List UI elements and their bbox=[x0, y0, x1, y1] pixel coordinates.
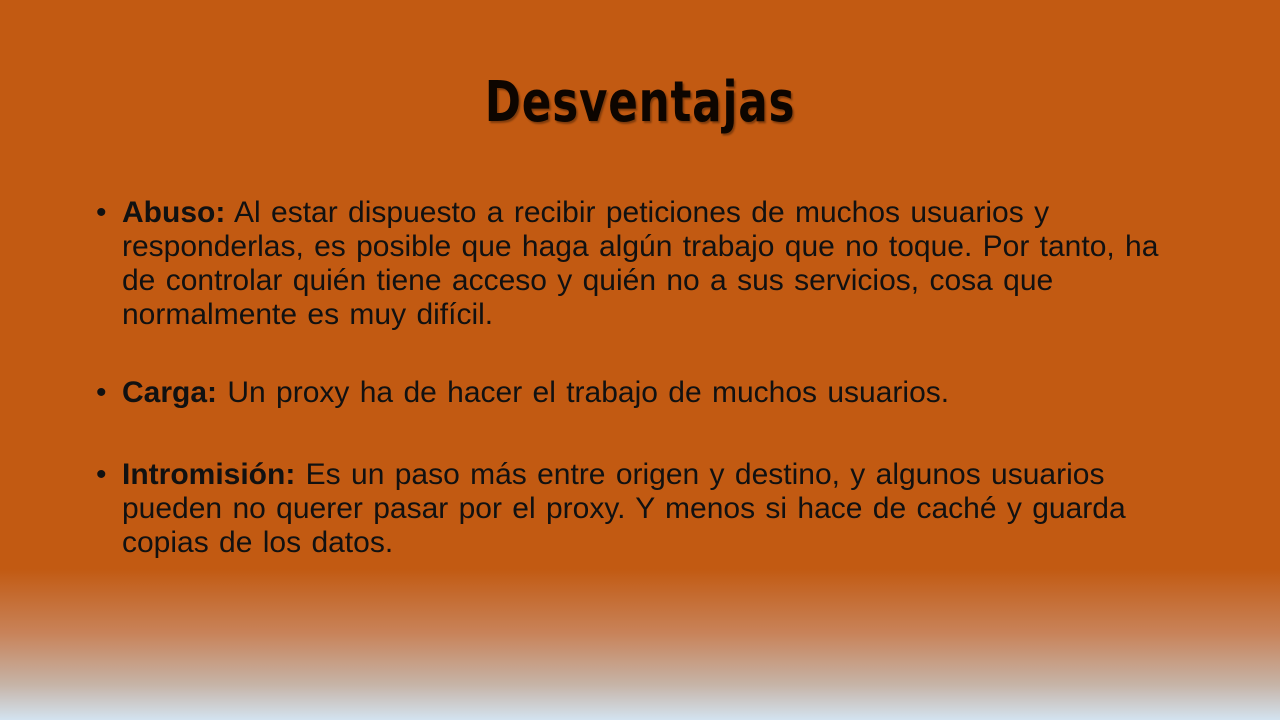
bullet-icon: • bbox=[96, 458, 107, 491]
bullet-list bbox=[96, 196, 1176, 604]
bullet-term: Abuso: bbox=[122, 196, 226, 229]
bullet-item-carga bbox=[96, 376, 1176, 410]
bullet-item-abuso bbox=[96, 196, 1176, 332]
bullet-text: Al estar dispuesto a recibir peticiones de muchos usuarios y responderlas, es posible que haga algún trabajo que no toque. Por tanto, ha de controlar quién tiene acceso y quién no a sus servicios, cosa que normalmente es muy difícil. bbox=[122, 196, 1159, 331]
bullet-text: Es un paso más entre origen y destino, y algunos usuarios pueden no querer pasar por el proxy. Y menos si hace de caché y guarda copias de los datos. bbox=[122, 458, 1126, 559]
slide-title: Desventajas bbox=[484, 70, 796, 135]
bullet-icon: • bbox=[96, 196, 107, 229]
bullet-term: Carga: bbox=[122, 376, 218, 409]
bullet-item-intromision bbox=[96, 458, 1176, 560]
bullet-term: Intromisión: bbox=[122, 458, 296, 491]
bullet-text: Un proxy ha de hacer el trabajo de muchos usuarios. bbox=[217, 376, 950, 409]
bullet-icon: • bbox=[96, 376, 107, 409]
